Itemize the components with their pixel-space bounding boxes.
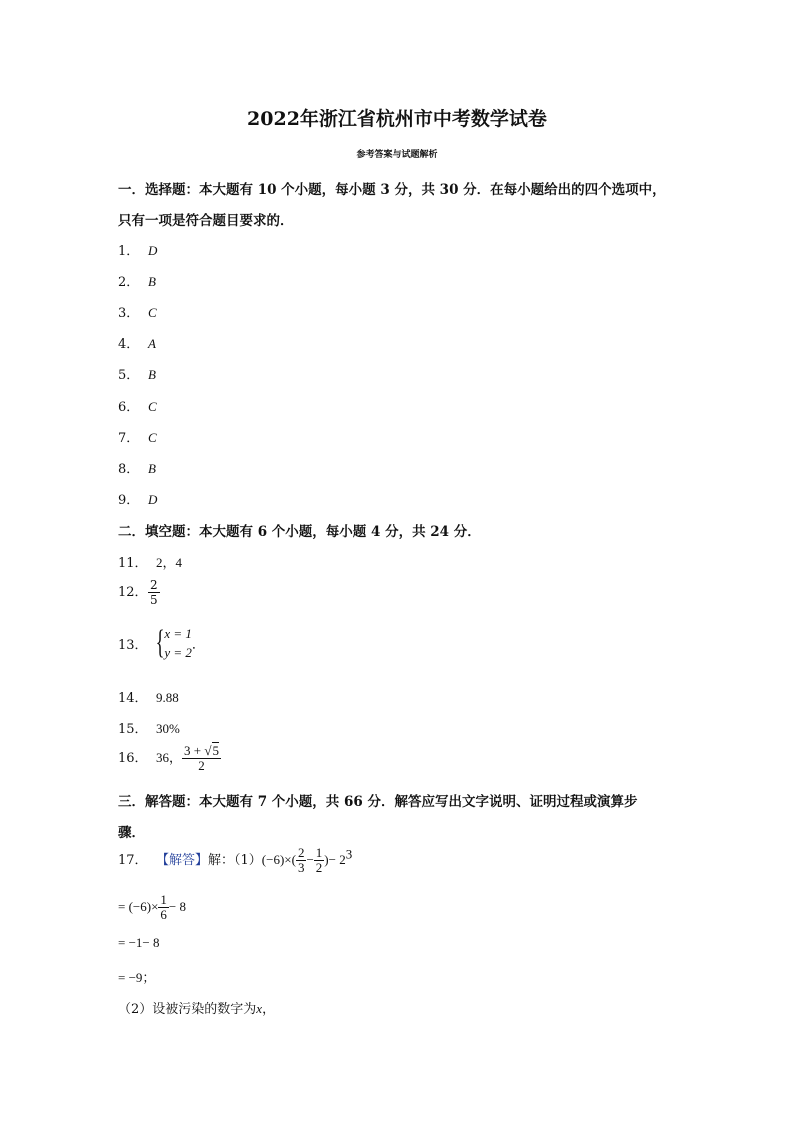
numerator: 2 (297, 845, 305, 860)
section2-heading: 二．填空题：本大题有 6 个小题，每小题 4 分，共 24 分． (118, 524, 481, 540)
answer-number: 1． (118, 244, 140, 259)
answer-row (118, 240, 157, 259)
denominator: 2 (198, 758, 205, 773)
answer-choice: A (148, 336, 156, 351)
equation-line: x = 1 (164, 626, 192, 641)
answer-number: 14． (118, 691, 148, 706)
answer-choice: D (148, 243, 158, 258)
fraction (182, 744, 221, 773)
answer-number: 9． (118, 493, 140, 508)
solution-line: = −9； (118, 970, 156, 985)
solution-line: = −1− 8 (118, 935, 160, 950)
answer-text: 36， (156, 750, 183, 765)
answer-row (118, 333, 156, 352)
answer-number: 11． (118, 556, 148, 571)
denominator: 6 (160, 907, 167, 922)
answer-row (118, 427, 157, 446)
answer-text: 2，4 (156, 555, 183, 570)
answer-choice: B (148, 274, 156, 289)
answer-row (118, 364, 156, 383)
page-subtitle: 参考答案与试题解析 (356, 150, 438, 160)
answer-number: 12． (118, 585, 148, 600)
answer-row (118, 489, 157, 508)
fraction (314, 846, 325, 875)
answer-tail: ． (191, 637, 205, 653)
denominator: 2 (315, 860, 323, 875)
brace-symbol: { (155, 624, 165, 661)
answer-row (118, 624, 205, 662)
answer-row (118, 271, 156, 290)
page-title: 2022年浙江省杭州市中考数学试卷 (247, 108, 547, 130)
numerator-text: 3 + (184, 743, 205, 758)
expression-part: = (−6)× (118, 899, 159, 914)
answer-number: 16． (118, 751, 148, 766)
expression-part: (−6)×( (261, 852, 296, 867)
expression-part: )− 2 (324, 852, 346, 867)
answer-row (118, 578, 160, 607)
answer-number: 8． (118, 462, 140, 477)
solution-line (118, 998, 275, 1017)
minus-sign: − (306, 852, 314, 867)
answer-row (118, 718, 180, 737)
answer-choice: D (148, 492, 158, 507)
answer-number: 13． (118, 637, 148, 653)
answer-number: 2． (118, 275, 140, 290)
answer-row (118, 744, 221, 773)
question-number: 17． (118, 853, 148, 868)
answer-row (118, 687, 179, 706)
answer-choice: B (148, 461, 156, 476)
answer-number: 7． (118, 431, 140, 446)
variable: x (256, 1001, 263, 1016)
answer-number: 4． (118, 337, 140, 352)
expression-part: − 8 (168, 899, 186, 914)
solution-lead: 解：（1） (208, 853, 262, 868)
numerator: 1 (315, 845, 323, 860)
equation-line: y = 2 (164, 645, 192, 660)
answer-choice: C (148, 305, 157, 320)
equation-system (164, 624, 192, 662)
answer-choice: C (148, 430, 157, 445)
solution-tag: 【解答】 (156, 853, 209, 868)
answer-choice: C (148, 399, 157, 414)
fraction (158, 893, 169, 922)
answer-number: 5． (118, 368, 140, 383)
fraction (148, 578, 160, 607)
radicand: 5 (212, 743, 219, 758)
answer-row (118, 458, 156, 477)
answer-number: 6． (118, 400, 140, 415)
answer-row (118, 302, 157, 321)
solution-line (118, 893, 186, 922)
denominator: 5 (150, 593, 158, 607)
solution-line (118, 846, 352, 875)
section3-heading-line1: 三．解答题：本大题有 7 个小题，共 66 分．解答应写出文字说明、证明过程或演算步 (118, 794, 638, 810)
fraction (296, 846, 307, 875)
answer-text: 9.88 (156, 690, 179, 705)
answer-number: 3． (118, 306, 140, 321)
answer-choice: B (148, 367, 156, 382)
exponent: 3 (345, 846, 353, 862)
denominator: 3 (297, 860, 305, 875)
numerator: 1 (160, 892, 167, 907)
solution-text: （2）设被污染的数字为 (118, 1002, 257, 1017)
numerator: 2 (150, 578, 158, 592)
section3-heading-line2: 骤． (118, 825, 145, 841)
section1-heading-line1: 一．选择题：本大题有 10 个小题，每小题 3 分，共 30 分．在每小题给出的四个选项中， (118, 182, 666, 198)
answer-row (118, 552, 182, 571)
solution-text: ， (262, 1002, 276, 1017)
answer-number: 15． (118, 722, 148, 737)
section1-heading-line2: 只有一项是符合题目要求的． (118, 213, 294, 229)
answer-row (118, 396, 157, 415)
numerator: 3 + √5 (184, 743, 219, 758)
answer-text: 30% (156, 721, 180, 736)
